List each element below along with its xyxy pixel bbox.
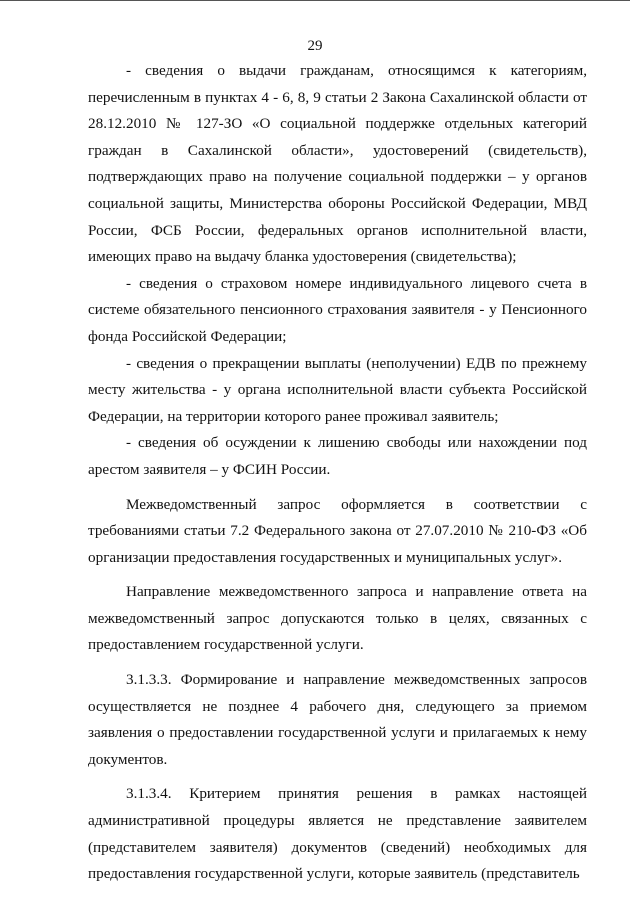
- paragraph-insurance-number: - сведения о страховом номере индивидуального лицевого счета в системе обязательного пенсионного страхования заявителя - у Пенсионного фонда Российской Федерации;: [88, 274, 587, 345]
- paragraph-request-format: Межведомственный запрос оформляется в соответствии с требованиями статьи 7.2 Федерального закона от 27.07.2010 № 210-ФЗ «Об организации предоставления государственных и муниципальных услуг».: [88, 495, 587, 566]
- document-body: [88, 58, 587, 888]
- paragraph-edv-termination: - сведения о прекращении выплаты (неполучении) ЕДВ по прежнему месту жительства - у органа исполнительной власти субъекта Российской Федерации, на территории которого ранее проживал заявитель;: [88, 354, 587, 425]
- paragraph-section-3-1-3-4: 3.1.3.4. Критерием принятия решения в рамках настоящей административной процедуры является не представление заявителем (представителем заявителя) документов (сведений) необходимых для предоставления государственной услуги, которые заявитель (представитель: [88, 785, 587, 883]
- paragraph-info-certificates: - сведения о выдачи гражданам, относящимся к категориям, перечисленным в пунктах 4 - 6, 8, 9 статьи 2 Закона Сахалинской области от 28.12.2010 № 127-ЗО «О социальной поддержке отдельных категорий граждан в Сахалинской области», удостоверений (свидетельств), подтверждающих право на получение социальной поддержки – у органов социальной защиты, Министерства обороны Российской Федерации, МВД России, ФСБ России, федеральных органов исполнительной власти, имеющих право на выдачу бланка удостоверения (свидетельства);: [88, 62, 587, 266]
- paragraph-request-purpose: Направление межведомственного запроса и направление ответа на межведомственный запрос допускаются только в целях, связанных с предоставлением государственной услуги.: [88, 583, 587, 654]
- scan-edge-line: [0, 0, 630, 1]
- paragraph-section-3-1-3-3: 3.1.3.3. Формирование и направление межведомственных запросов осуществляется не позднее 4 рабочего дня, следующего за приемом заявления о предоставлении государственной услуги и прилагаемых к нему документов.: [88, 671, 587, 768]
- paragraph-conviction-info: - сведения об осуждении к лишению свободы или нахождении под арестом заявителя – у ФСИН России.: [88, 434, 587, 478]
- page-number: 29: [307, 38, 323, 54]
